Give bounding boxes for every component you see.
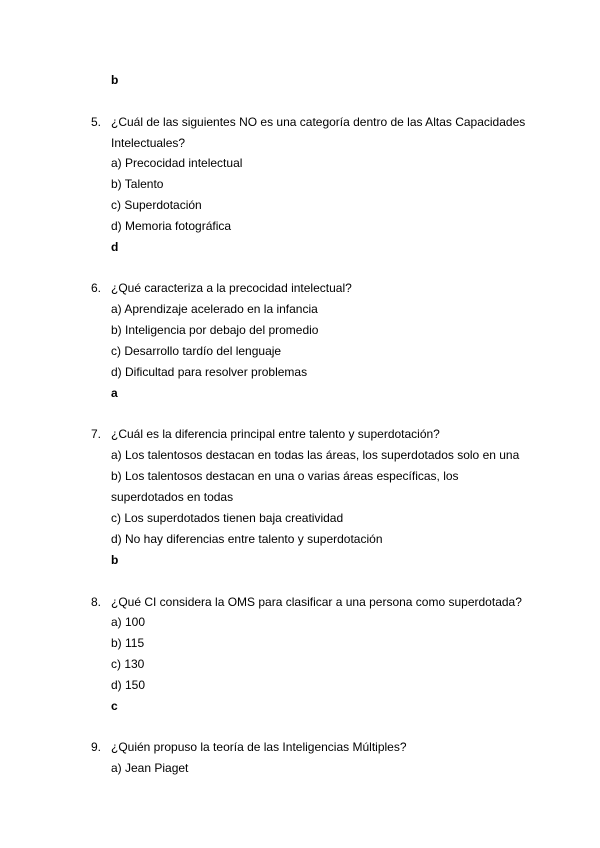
option: b) Los talentosos destacan en una o varias áreas específicas, los [111, 469, 459, 483]
option: b) 115 [111, 636, 145, 650]
option: c) Superdotación [111, 198, 202, 212]
question-number: 5. [91, 115, 102, 129]
option: a) 100 [111, 615, 146, 629]
option: a) Jean Piaget [111, 761, 189, 775]
question-text: ¿Qué CI considera la OMS para clasificar a una persona como superdotada? [111, 595, 522, 609]
option: b) Talento [111, 177, 164, 191]
question-text: Intelectuales? [111, 136, 186, 150]
question-text: ¿Quién propuso la teoría de las Inteligencias Múltiples? [111, 740, 407, 754]
option: c) Los superdotados tienen baja creatividad [111, 511, 344, 525]
question-text: ¿Cuál es la diferencia principal entre talento y superdotación? [111, 427, 440, 441]
question-number: 7. [91, 427, 102, 441]
option: a) Los talentosos destacan en todas las áreas, los superdotados solo en una [111, 448, 520, 462]
answer: b [111, 553, 119, 567]
option: b) Inteligencia por debajo del promedio [111, 323, 319, 337]
answer: d [111, 240, 119, 254]
answer: a [111, 386, 118, 400]
option: c) Desarrollo tardío del lenguaje [111, 344, 282, 358]
question-number: 6. [91, 281, 102, 295]
carry-answer: b [111, 73, 119, 87]
option: c) 130 [111, 657, 145, 671]
answer: c [111, 699, 118, 713]
option: d) No hay diferencias entre talento y superdotación [111, 532, 383, 546]
question-text: ¿Cuál de las siguientes NO es una categoría dentro de las Altas Capacidades [111, 115, 526, 129]
option: d) Dificultad para resolver problemas [111, 365, 308, 379]
option: d) 150 [111, 678, 146, 692]
question-text: ¿Qué caracteriza a la precocidad intelectual? [111, 281, 352, 295]
option: a) Aprendizaje acelerado en la infancia [111, 302, 318, 316]
option: superdotados en todas [111, 490, 234, 504]
option: d) Memoria fotográfica [111, 219, 232, 233]
question-number: 9. [91, 740, 102, 754]
question-number: 8. [91, 595, 102, 609]
option: a) Precocidad intelectual [111, 156, 243, 170]
